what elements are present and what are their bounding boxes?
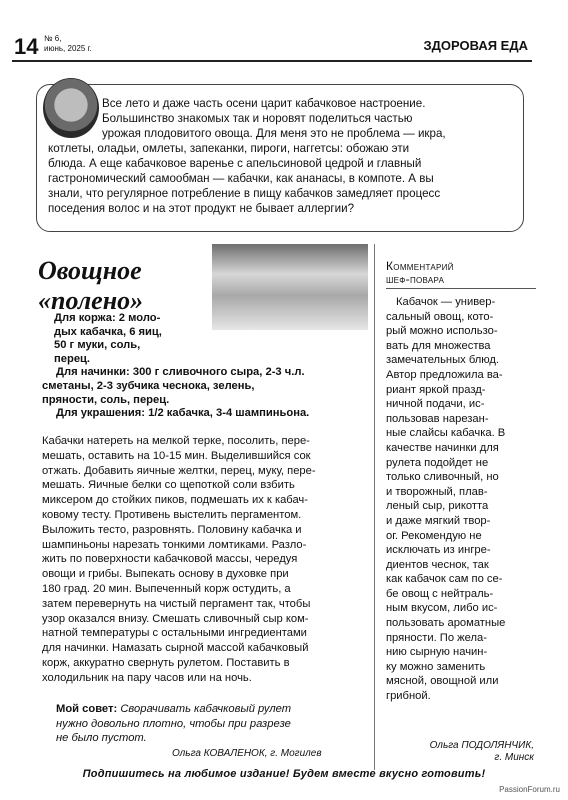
ingredient-line: 50 г муки, соль,: [54, 339, 141, 352]
page-number: 14: [14, 34, 39, 59]
comment-heading-rule: [386, 288, 536, 289]
method-line: овощи и грибы. Выпекать основу в духовке при: [42, 568, 289, 581]
intro-line: блюда. А еще кабачковое варенье с апельсиновой цедрой и главный: [48, 157, 422, 170]
intro-line: гастрономический самообман — кабачки, как ананасы, в компоте. А вы: [48, 172, 434, 185]
method-line: 180 град. 20 мин. Выпеченный корж остудить, а: [42, 582, 291, 595]
comment-line: грибной.: [386, 690, 431, 703]
method-line: Кабачки натереть на мелкой терке, посолить, пере-: [42, 435, 310, 447]
recipe-method: [42, 434, 368, 686]
ingredient-line: пряности, соль, перец.: [42, 393, 170, 406]
recipe-title-line: «полено»: [38, 286, 144, 315]
method-line: затем перевернуть на чистый пергамент так, чтобы: [42, 597, 311, 610]
intro-line: котлеты, оладьи, омлеты, запеканки, пироги, наггетсы: обожаю эти: [48, 142, 410, 155]
comment-line: пряности. По жела-: [386, 631, 487, 644]
intro-line: урожая плодовитого овоща. Для меня это не проблема — икра,: [102, 127, 446, 140]
issue-number: № 6,: [44, 34, 62, 43]
method-line: мешать. Яичные белки со щепоткой соли взбить: [42, 479, 295, 492]
recipe-title-line: Овощное: [38, 256, 142, 285]
comment-line: и творожный, плав-: [386, 485, 488, 498]
comment-line: как кабачок сам по се-: [386, 573, 503, 586]
intro-line: знали, что регулярное потребление в пищу кабачков замедляет процесс: [48, 187, 441, 200]
comment-heading-line: шеф-повара: [386, 272, 445, 286]
comment-line: рый можно использо-: [386, 325, 498, 338]
comment-line: пользовав нарезан-: [386, 412, 489, 425]
ingredient-line: дых кабачка, 6 яиц,: [54, 325, 162, 338]
issue-info: [44, 34, 92, 54]
intro-text: [48, 96, 518, 216]
method-line: миксером до стойких пиков, подмешать их к кабач-: [42, 494, 308, 507]
column-divider: [374, 244, 375, 770]
header-rule: [12, 60, 532, 62]
footer-slogan: Подпишитесь на любимое издание! Будем вместе вкусно готовить!: [82, 768, 486, 780]
comment-line: Автор предложила ва-: [386, 368, 503, 381]
comment-line: ничной подачи, ис-: [386, 398, 485, 411]
ingredient-line: Для коржа: 2 моло-: [54, 312, 161, 324]
comment-line: только сливочный, но: [386, 471, 499, 484]
method-line: натной температуры с остальными ингредиентами: [42, 627, 307, 640]
method-line: ковому тесту. Противень выстелить пергаментом.: [42, 508, 302, 521]
method-line: для начинки. Намазать сырной массой кабачковый: [42, 642, 309, 655]
method-line: корж, аккуратно свернуть рулетом. Поставить в: [42, 656, 290, 669]
comment-line: диентов чеснок, так: [386, 558, 489, 571]
comment-line: сальный овощ, кото-: [386, 310, 494, 323]
comment-line: ку можно заменить: [386, 660, 486, 673]
tip-line: нужно довольно плотно, чтобы при разрезе: [56, 717, 291, 730]
comment-line: мясной, овощной или: [386, 675, 499, 688]
section-title: ЗДОРОВАЯ ЕДА: [423, 38, 528, 53]
chef-author-city: г. Минск: [494, 752, 534, 763]
method-line: Выложить тесто, разровнять. Половину кабачка и: [42, 523, 302, 536]
author-tip: [56, 702, 368, 746]
comment-line: леный сыр, рикотта: [386, 500, 489, 513]
comment-line: ные слайсы кабачка. В: [386, 427, 506, 440]
watermark: PassionForum.ru: [499, 785, 560, 794]
ingredient-line: Для начинки: 300 г сливочного сыра, 2-3 ч.л.: [56, 366, 305, 379]
comment-line: бе овощ с нейтраль-: [386, 587, 494, 600]
comment-line: риант яркой празд-: [386, 383, 486, 396]
recipe-title: [38, 256, 208, 316]
intro-line: поседения волос и на этот продукт не бывает аллергии?: [48, 202, 355, 215]
comment-line: пользовать ароматные: [386, 617, 506, 630]
ingredient-line: перец.: [54, 352, 91, 365]
comment-line: Кабачок — универ-: [396, 296, 496, 308]
ingredients: [42, 312, 368, 421]
comment-heading-line: Комментарий: [386, 259, 454, 273]
method-line: холодильник на пару часов или на ночь.: [42, 671, 252, 684]
chef-author: [386, 740, 534, 764]
comment-line: нию сырную начин-: [386, 646, 488, 659]
ingredient-line: сметаны, 2-3 зубчика чеснока, зелень,: [42, 379, 255, 392]
comment-line: замечательных блюд.: [386, 354, 500, 367]
chef-portrait: [43, 78, 99, 138]
tip-label: Мой совет:: [56, 703, 118, 715]
comment-line: ог. Рекомендую не: [386, 529, 482, 542]
tip-line: не было пустот.: [56, 732, 147, 745]
comment-line: вать для множества: [386, 339, 491, 352]
intro-line: Все лето и даже часть осени царит кабачковое настроение.: [102, 97, 426, 110]
intro-line: Большинство знакомых так и норовят поделиться частью: [102, 112, 413, 125]
comment-text: [386, 295, 536, 704]
comment-line: качестве начинки для: [386, 441, 499, 454]
comment-line: и даже мягкий твор-: [386, 514, 491, 527]
method-line: мешать, оставить на 10-15 мин. Выделившийся сок: [42, 449, 311, 462]
comment-line: рулета подойдет не: [386, 456, 489, 469]
comment-line: ным вкусом, либо ис-: [386, 602, 498, 615]
tip-line: Мой совет: Сворачивать кабачковый рулет: [56, 703, 292, 715]
method-line: жить по поверхности кабачковой массы, чередуя: [42, 553, 298, 566]
ingredient-line: Для украшения: 1/2 кабачка, 3-4 шампиньона.: [56, 407, 310, 420]
recipe-author: Ольга КОВАЛЕНОК, г. Могилев: [172, 748, 322, 759]
chef-author-name: Ольга ПОДОЛЯНЧИК,: [429, 740, 534, 751]
comment-heading: [386, 260, 536, 286]
issue-date: июнь, 2025 г.: [44, 44, 92, 53]
comment-line: исключать из ингре-: [386, 544, 491, 557]
method-line: отжать. Добавить яичные желтки, перец, муку, пере-: [42, 464, 316, 477]
method-line: шампиньоны нарезать тонкими ломтиками. Разло-: [42, 538, 307, 551]
method-line: узор оказался внизу. Смешать сливочный сыр ком-: [42, 612, 309, 625]
